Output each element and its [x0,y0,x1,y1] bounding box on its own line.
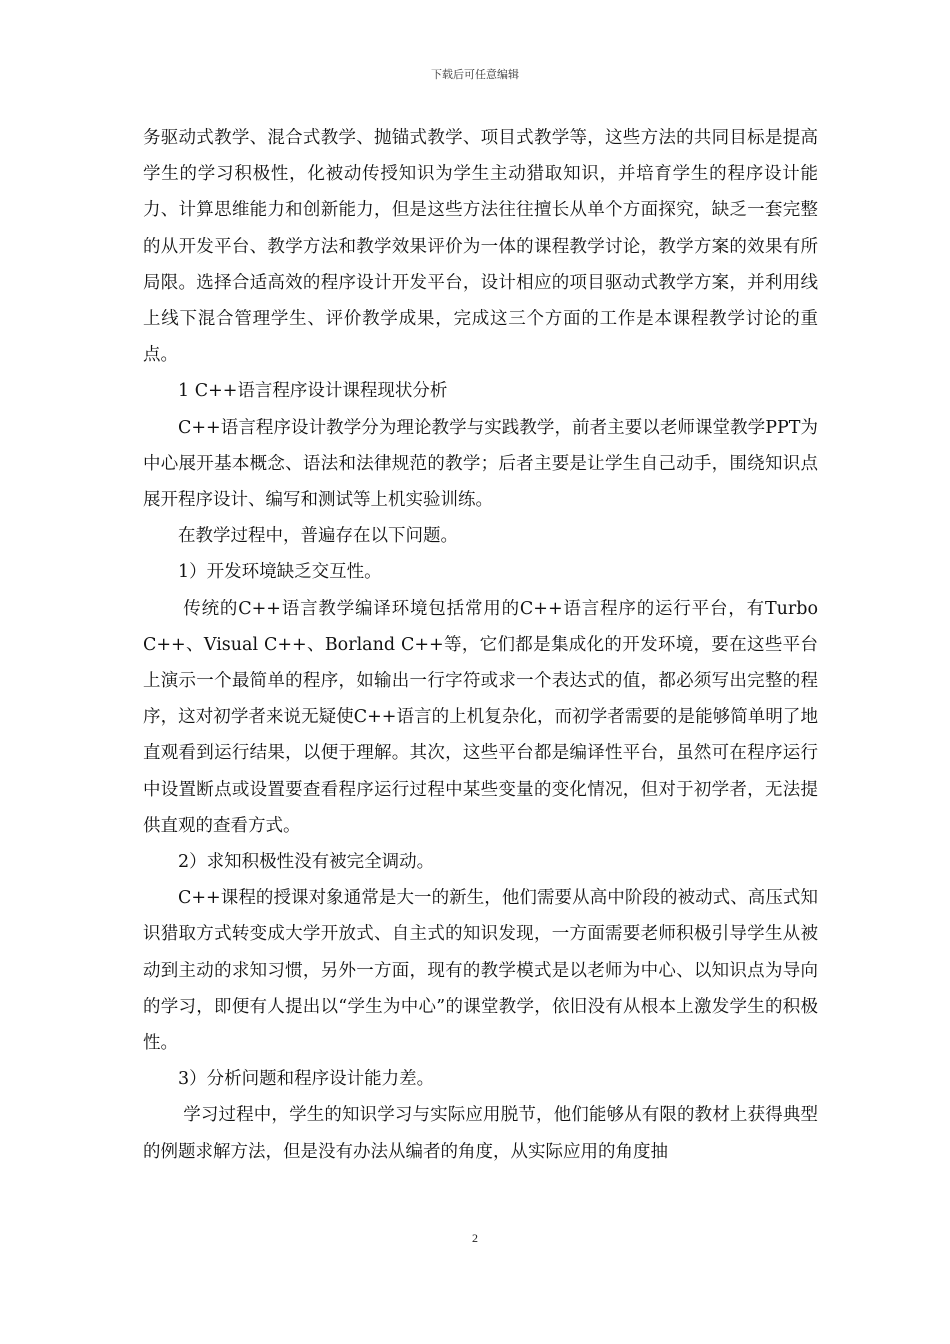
document-body [143,120,818,1170]
paragraph-dev-environment: 传统的C++语言教学编译环境包括常用的C++语言程序的运行平台，有Turbo C++、Visual C++、Borland C++等，它们都是集成化的开发环境，要在这些平台上演示一个最简单的程序，如输出一行字符或求一个表达式的值，都必须写出完整的程序，这对初学者来说无疑使C++语言的上机复杂化，而初学者需要的是能够简单明了地直观看到运行结果，以便于理解。其次，这些平台都是编译性平台，虽然可在程序运行中设置断点或设置要查看程序运行过程中某些变量的变化情况，但对于初学者，无法提供直观的查看方式。 [143,598,818,836]
list-item-heading-3: 3）分析问题和程序设计能力差。 [178,1069,435,1090]
list-item-heading-2: 2）求知积极性没有被完全调动。 [178,852,435,873]
paragraph-problems-intro: 在教学过程中，普遍存在以下问题。 [178,526,458,547]
page-number: 2 [472,1231,478,1245]
paragraph-theory-practice: C++语言程序设计教学分为理论教学与实践教学，前者主要以老师课堂教学PPT为中心展开基本概念、语法和法律规范的教学；后者主要是让学生自己动手，围绕知识点展开程序设计、编写和测试等上机实验训练。 [143,417,818,511]
paragraph-motivation: C++课程的授课对象通常是大一的新生，他们需要从高中阶段的被动式、高压式知识猎取方式转变成大学开放式、自主式的知识发现，一方面需要老师积极引导学生从被动到主动的求知习惯，另外一方面，现有的教学模式是以老师为中心、以知识点为导向的学习，即便有人提出以“学生为中心”的课堂教学，依旧没有从根本上激发学生的积极性。 [143,888,818,1054]
section-heading-status-analysis: 1 C++语言程序设计课程现状分析 [178,381,448,402]
list-item-heading-1: 1）开发环境缺乏交互性。 [178,562,382,583]
paragraph-analysis-ability: 学习过程中，学生的知识学习与实际应用脱节，他们能够从有限的教材上获得典型的例题求解方法，但是没有办法从编者的角度，从实际应用的角度抽 [143,1105,818,1162]
paragraph-teaching-methods: 务驱动式教学、混合式教学、抛锚式教学、项目式教学等，这些方法的共同目标是提高学生的学习积极性，化被动传授知识为学生主动猎取知识，并培育学生的程序设计能力、计算思维能力和创新能力，但是这些方法往往擅长从单个方面探究，缺乏一套完整的从开发平台、教学方法和教学效果评价为一体的课程教学讨论，教学方案的效果有所局限。选择合适高效的程序设计开发平台，设计相应的项目驱动式教学方案，并利用线上线下混合管理学生、评价教学成果，完成这三个方面的工作是本课程教学讨论的重点。 [143,128,818,366]
page-header-note: 下载后可任意编辑 [431,68,519,81]
